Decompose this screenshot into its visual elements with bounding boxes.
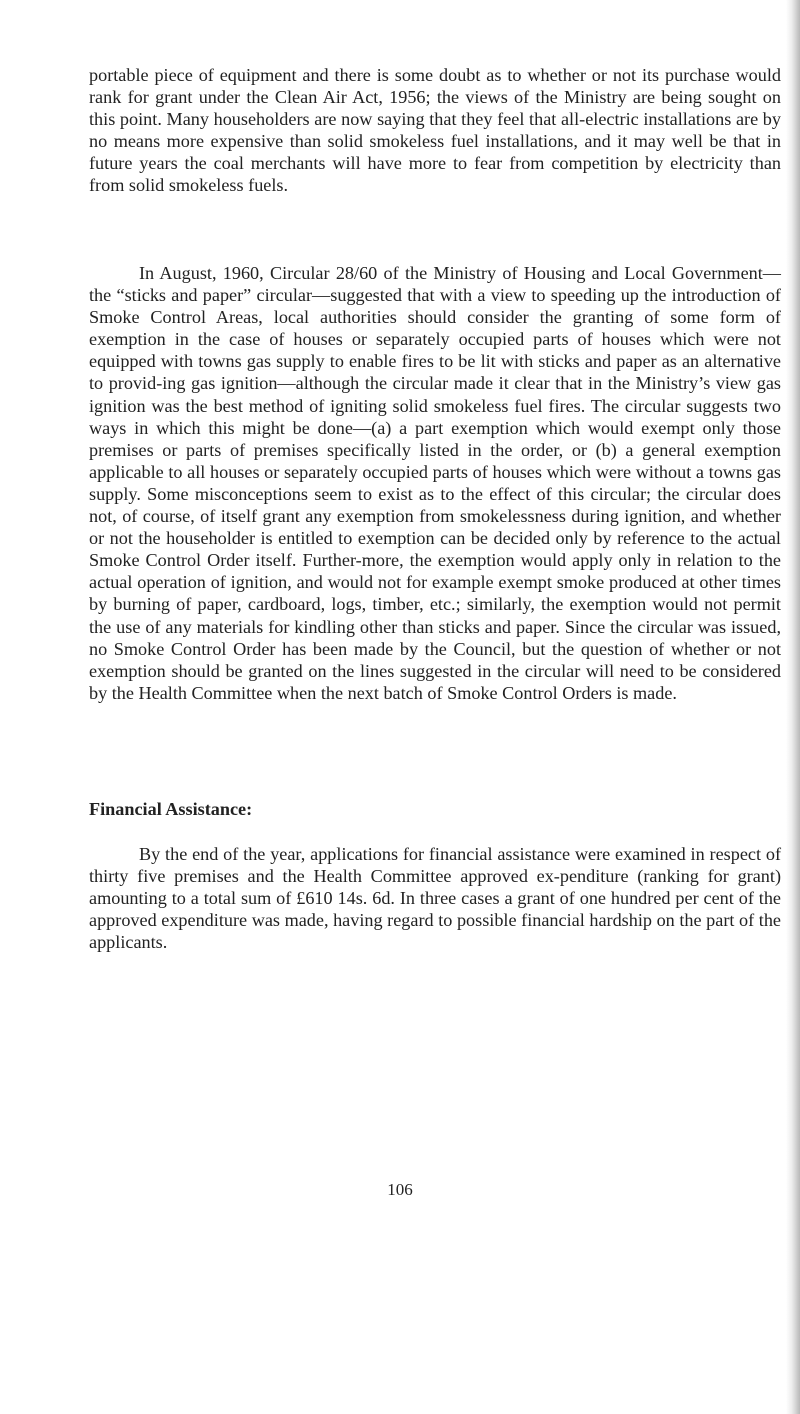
paragraph-financial-assistance: By the end of the year, applications for financial assistance were examined in respect of thirty five premises and the Health Committee approved ex-penditure (ranking for grant) amounting to a total sum of £610 14s. 6d. In three cases a grant of one hundred per cent of the approved expenditure was made, having regard to possible financial hardship on the part of the applicants. (89, 844, 781, 953)
page-number: 106 (387, 1180, 413, 1199)
page-edge-shadow (786, 0, 800, 1414)
paragraph-continuation: portable piece of equipment and there is some doubt as to whether or not its purchase would rank for grant under the Clean Air Act, 1956; the views of the Ministry are being sought on this point. Many householders are now saying that they feel that all-electric installations are by no means more expensive than solid smokeless fuel installations, and it may well be that in future years the coal merchants will have more to fear from competition by electricity than from solid smokeless fuels. (89, 65, 781, 196)
paragraph-circular-28-60: In August, 1960, Circular 28/60 of the Ministry of Housing and Local Government—the “sticks and paper” circular—suggested that with a view to speeding up the introduction of Smoke Control Areas, local authorities should consider the granting of some form of exemption in the case of houses or separately occupied parts of houses which were not equipped with towns gas supply to enable fires to be lit with sticks and paper as an alternative to provid-ing gas ignition—although the circular made it clear that in the Ministry’s view gas ignition was the best method of igniting solid smokeless fuel fires. The circular suggests two ways in which this might be done—(a) a part exemption which would exempt only those premises or parts of premises specifically listed in the order, or (b) a general exemption applicable to all houses or separately occupied parts of houses which were without a towns gas supply. Some misconceptions seem to exist as to the effect of this circular; the circular does not, of course, of itself grant any exemption from smokelessness during ignition, and whether or not the householder is entitled to exemption can be decided only by reference to the actual Smoke Control Order itself. Further-more, the exemption would apply only in relation to the actual operation of ignition, and would not for example exempt smoke produced at other times by burning of paper, cardboard, logs, timber, etc.; similarly, the exemption would not permit the use of any materials for kindling other than sticks and paper. Since the circular was issued, no Smoke Control Order has been made by the Council, but the question of whether or not exemption should be granted on the lines suggested in the circular will need to be considered by the Health Committee when the next batch of Smoke Control Orders is made. (89, 263, 781, 703)
section-heading: Financial Assistance: (89, 799, 253, 819)
